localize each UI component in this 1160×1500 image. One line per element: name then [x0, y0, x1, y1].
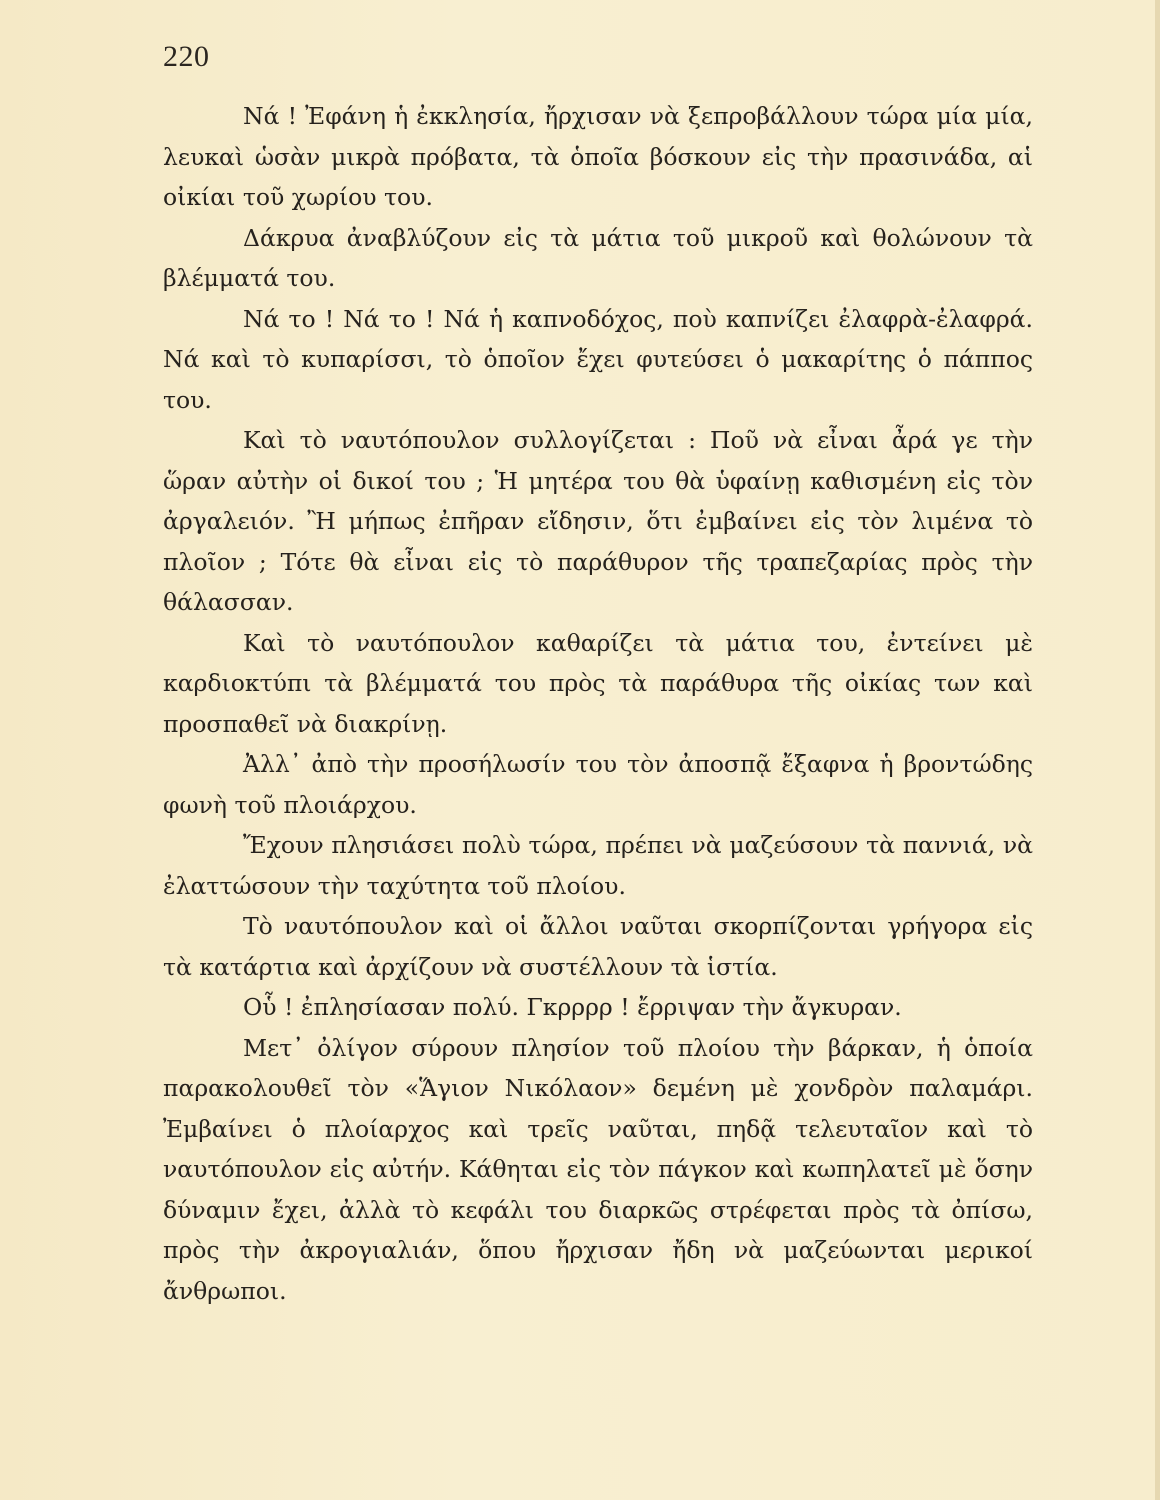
- paragraph: Δάκρυα ἀναβλύζουν εἰς τὰ μάτια τοῦ μικροῦ καὶ θολώνουν τὰ βλέμματά του.: [163, 223, 1033, 292]
- body-text: [163, 96, 1033, 1311]
- paragraph: Ἀλλ᾿ ἀπὸ τὴν προσήλωσίν του τὸν ἀποσπᾷ ἔξαφνα ἡ βροντώδης φωνὴ τοῦ πλοιάρχου.: [163, 750, 1033, 819]
- paragraph: Ἔχουν πλησιάσει πολὺ τώρα, πρέπει νὰ μαζεύσουν τὰ παννιά, νὰ ἐλαττώσουν τὴν ταχύτητα τοῦ πλοίου.: [163, 831, 1033, 900]
- paragraph: Μετ᾿ ὀλίγον σύρουν πλησίον τοῦ πλοίου τὴν βάρκαν, ἡ ὁποία παρακολουθεῖ τὸν «Ἅγιον Νικόλαον» δεμένη μὲ χονδρὸν παλαμάρι. Ἐμβαίνει ὁ πλοίαρχος καὶ τρεῖς ναῦται, πηδᾷ τελευταῖον καὶ τὸ ναυτόπουλον εἰς αὐτήν. Κάθηται εἰς τὸν πάγκον καὶ κωπηλατεῖ μὲ ὅσην δύναμιν ἔχει, ἀλλὰ τὸ κεφάλι του διαρκῶς στρέφεται πρὸς τὰ ὀπίσω, πρὸς τὴν ἀκρογιαλιάν, ὅπου ἤρχισαν ἤδη νὰ μαζεύωνται μερικοί ἄνθρωποι.: [163, 1033, 1033, 1305]
- page-edge: [1155, 0, 1160, 1500]
- paragraph: Νά το ! Νά το ! Νά ἡ καπνοδόχος, ποὺ καπνίζει ἐλαφρὰ-ἐλαφρά. Νά καὶ τὸ κυπαρίσσι, τὸ ὁποῖον ἔχει φυτεύσει ὁ μακαρίτης ὁ πάππος του.: [163, 304, 1033, 414]
- page-number: 220: [163, 40, 210, 73]
- paragraph: Νά ! Ἐφάνη ἡ ἐκκλησία, ἤρχισαν νὰ ξεπροβάλλουν τώρα μία μία, λευκαὶ ὡσὰν μικρὰ πρόβατα, τὰ ὁποῖα βόσκουν εἰς τὴν πρασινάδα, αἱ οἰκίαι τοῦ χωρίου του.: [163, 102, 1033, 211]
- paragraph: Οὗ ! ἐπλησίασαν πολύ. Γκρρρρ ! ἔρριψαν τὴν ἄγκυραν.: [243, 993, 902, 1021]
- paragraph: Καὶ τὸ ναυτόπουλον καθαρίζει τὰ μάτια του, ἐντείνει μὲ καρδιοκτύπι τὰ βλέμματά του πρὸς τὰ παράθυρα τῆς οἰκίας των καὶ προσπαθεῖ νὰ διακρίνῃ.: [163, 628, 1033, 738]
- paragraph: Καὶ τὸ ναυτόπουλον συλλογίζεται : Ποῦ νὰ εἶναι ἆρά γε τὴν ὥραν αὐτὴν οἱ δικοί του ; Ἡ μητέρα του θὰ ὑφαίνῃ καθισμένη εἰς τὸν ἀργαλειόν. Ἢ μήπως ἐπῆραν εἴδησιν, ὅτι ἐμβαίνει εἰς τὸν λιμένα τὸ πλοῖον ; Τότε θὰ εἶναι εἰς τὸ παράθυρον τῆς τραπεζαρίας πρὸς τὴν θάλασσαν.: [163, 426, 1033, 616]
- paragraph: Τὸ ναυτόπουλον καὶ οἱ ἄλλοι ναῦται σκορπίζονται γρήγορα εἰς τὰ κατάρτια καὶ ἀρχίζουν νὰ συστέλλουν τὰ ἱστία.: [163, 912, 1033, 981]
